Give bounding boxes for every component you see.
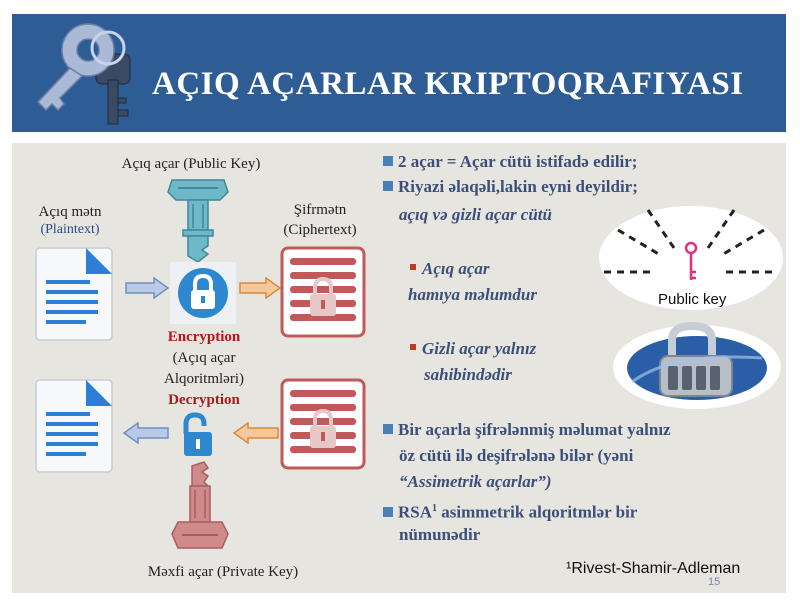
bullet-marker-icon	[383, 156, 393, 166]
sub-bullet-1: Açıq açar	[410, 256, 490, 281]
bullet-1: 2 açar = Açar cütü istifadə edilir;	[383, 149, 637, 174]
encryption-label: Encryption	[167, 329, 241, 345]
algorithms-label-line1: (Açıq açar	[172, 350, 236, 366]
bullet-2-line2: açıq və gizli açar cütü	[399, 205, 552, 224]
ciphertext-document-bottom-icon	[280, 378, 366, 470]
bullet-marker-icon	[383, 181, 393, 191]
private-key-label: Məxfi açar (Private Key)	[147, 564, 299, 580]
public-key-label: Açıq açar (Public Key)	[121, 156, 261, 172]
public-key-icon	[162, 176, 234, 264]
bullet-2: Riyazi əlaqəli,lakin eyni deyildir;	[383, 174, 638, 199]
bullet-4: RSA$^1$ asimmetrik alqoritmlər bir	[383, 496, 637, 525]
private-key-icon	[170, 460, 230, 556]
encryption-padlock-icon	[170, 262, 236, 324]
plaintext-label: Açıq mətn	[38, 204, 102, 220]
encrypt-arrow-in-icon	[124, 277, 170, 299]
encrypt-arrow-out-icon	[238, 277, 282, 299]
plaintext-label-en: (Plaintext)	[40, 222, 100, 237]
bullet-4-line2: nümunədir	[399, 525, 481, 544]
bullet-3-line2: öz cütü ilə deşifrələnə bilər (yəni	[399, 446, 634, 465]
public-key-image	[596, 200, 786, 310]
sub-bullet-1-line2: hamıya məlumdur	[408, 285, 537, 304]
page-number: 15	[708, 576, 721, 588]
decrypt-arrow-out-icon	[122, 422, 170, 444]
sub-bullet-marker-icon	[410, 264, 416, 270]
decrypted-document-icon	[34, 378, 114, 474]
padlock-photo	[612, 322, 782, 412]
decrypt-arrow-in-icon	[232, 422, 280, 444]
algorithms-label-line2: Alqoritmləri)	[164, 371, 244, 387]
bullet-marker-icon	[383, 424, 393, 434]
sub-bullet-2-line2: sahibindədir	[424, 365, 512, 384]
bullet-marker-icon	[383, 507, 393, 517]
public-key-image-text: Public key	[658, 291, 727, 308]
slide-title: AÇIQ AÇARLAR KRIPTOQRAFIYASI	[152, 66, 744, 102]
bullet-3-line3: “Assimetrik açarlar”)	[399, 472, 552, 491]
sub-bullet-2: Gizli açar yalnız	[410, 336, 536, 361]
sub-bullet-marker-icon	[410, 344, 416, 350]
ciphertext-document-icon	[280, 246, 366, 338]
ciphertext-label-en: (Ciphertext)	[283, 222, 357, 238]
footnote: ¹Rivest-Shamir-Adleman	[566, 560, 741, 577]
decryption-label: Decryption	[168, 392, 240, 408]
keys-icon	[26, 18, 146, 130]
decryption-open-padlock-icon	[178, 412, 218, 458]
title-banner	[12, 14, 786, 132]
plaintext-document-icon	[34, 246, 114, 342]
bullet-3: Bir açarla şifrələnmiş məlumat yalnız	[383, 417, 671, 442]
ciphertext-label: Şifrmətn	[293, 202, 347, 218]
